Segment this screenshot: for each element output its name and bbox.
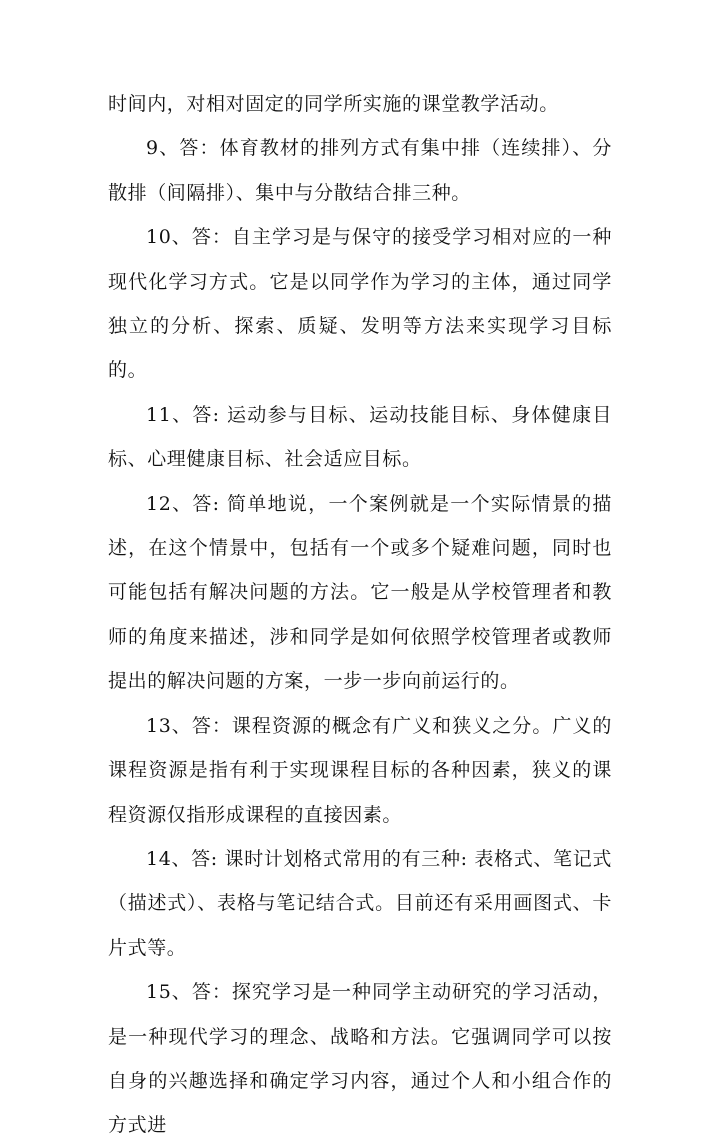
paragraph-answer-9: 9、答：体育教材的排列方式有集中排（连续排）、分散排（间隔排）、集中与分散结合排三种。 [108,137,612,204]
paragraph-answer-15: 15、答：探究学习是一种同学主动研究的学习活动，是一种现代学习的理念、战略和方法。它强调同学可以按自身的兴趣选择和确定学习内容，通过个人和小组合作的方式进 [108,981,612,1137]
paragraph-continuation: 时间内，对相对固定的同学所实施的课堂教学活动。 [108,93,559,115]
document-body [108,82,612,1148]
paragraph-answer-12: 12、答: 简单地说，一个案例就是一个实际情景的描述，在这个情景中，包括有一个或多个疑难问题，同时也可能包括有解决问题的方法。它一般是从学校管理者和教师的角度来描述，涉和同学是如何依照学校管理者或教师提出的解决问题的方案，一步一步向前运行的。 [108,492,612,693]
paragraph-answer-11: 11、答: 运动参与目标、运动技能目标、身体健康目标、心理健康目标、社会适应目标。 [108,403,612,471]
paragraph-answer-14: 14、答: 课时计划格式常用的有三种: 表格式、笔记式（描述式）、表格与笔记结合式。目前还有采用画图式、卡片式等。 [108,847,612,959]
paragraph-answer-13: 13、答：课程资源的概念有广义和狭义之分。广义的课程资源是指有利于实现课程目标的各种因素，狭义的课程资源仅指形成课程的直接因素。 [108,714,612,826]
paragraph-answer-10: 10、答：自主学习是与保守的接受学习相对应的一种现代化学习方式。它是以同学作为学习的主体，通过同学独立的分析、探索、质疑、发明等方法来实现学习目标的。 [108,226,612,382]
